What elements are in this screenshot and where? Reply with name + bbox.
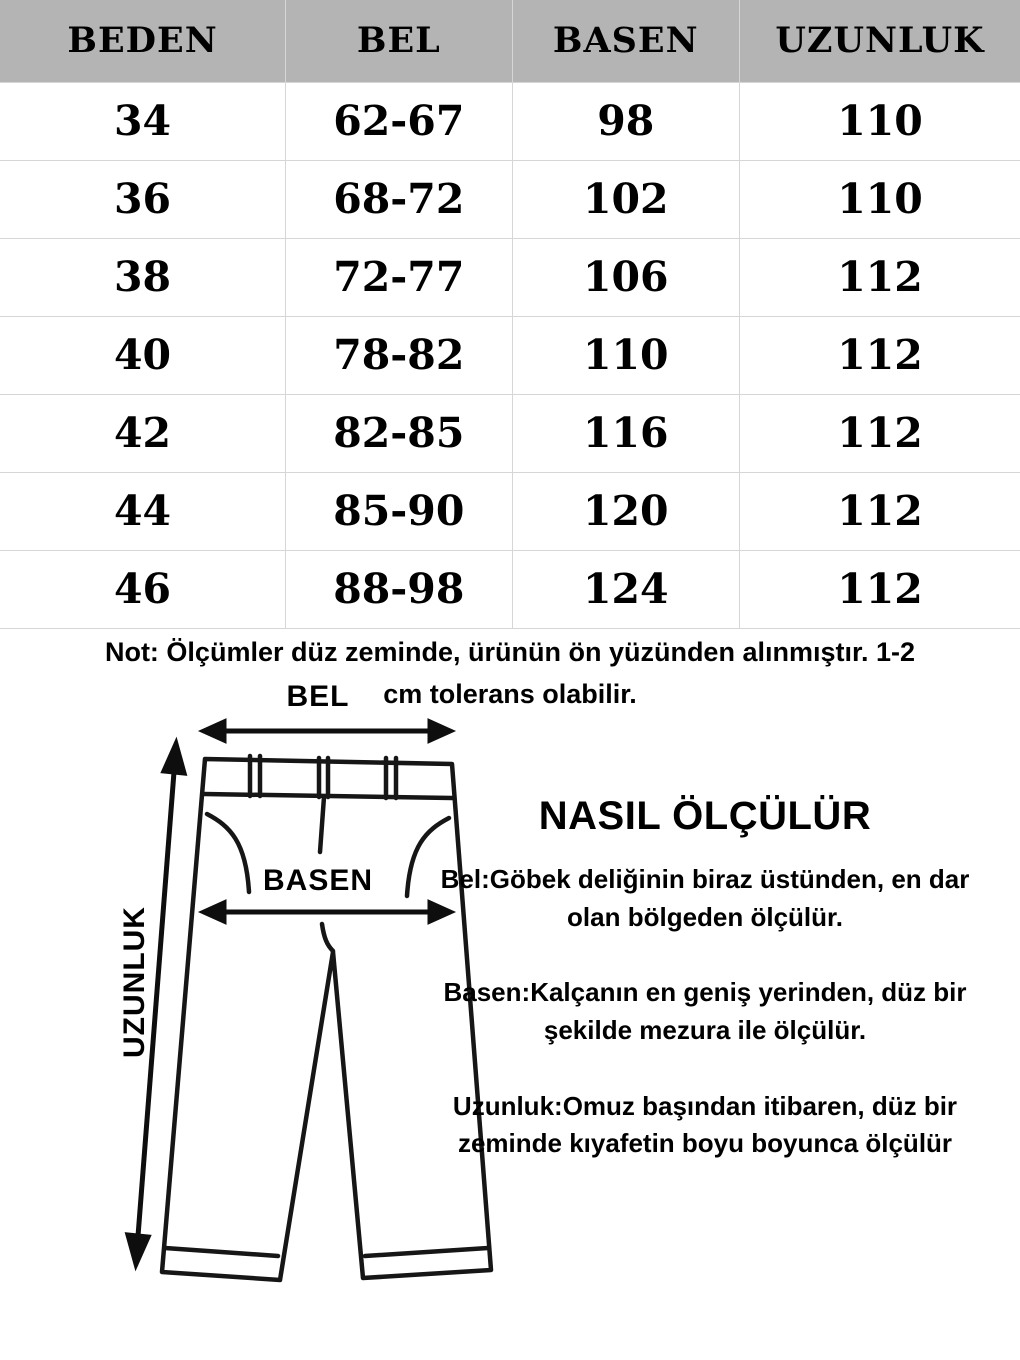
table-cell: 102 [512, 160, 739, 238]
howto-item-uzunluk [405, 1088, 1005, 1163]
table-header-cell: BEDEN [0, 0, 286, 82]
bel-arrow-head-left-icon [204, 722, 224, 740]
uzunluk-arrow-head-bottom-icon [128, 1235, 148, 1264]
table-row [0, 160, 1020, 238]
belt-loop-center-icon [319, 758, 328, 797]
table-cell: 112 [739, 316, 1020, 394]
table-row [0, 238, 1020, 316]
howto-item-basen [405, 974, 1005, 1049]
size-table [0, 0, 1020, 629]
table-cell: 44 [0, 472, 286, 550]
howto-item-basen-line2: şekilde mezura ile ölçülür. [543, 1015, 867, 1046]
table-row [0, 316, 1020, 394]
table-cell: 110 [739, 160, 1020, 238]
table-row [0, 472, 1020, 550]
table-cell: 106 [512, 238, 739, 316]
table-cell: 112 [739, 472, 1020, 550]
table-header-cell: UZUNLUK [739, 0, 1020, 82]
table-cell: 34 [0, 82, 286, 160]
table-cell: 38 [0, 238, 286, 316]
howto-item-uzunluk-line2: zeminde kıyafetin boyu boyunca ölçülür [457, 1128, 953, 1159]
table-row [0, 82, 1020, 160]
hem-left [165, 1248, 278, 1256]
size-table-body [0, 82, 1020, 628]
table-cell: 72-77 [286, 238, 512, 316]
table-cell: 110 [512, 316, 739, 394]
table-cell: 112 [739, 238, 1020, 316]
note-line1: Not: Ölçümler düz zeminde, ürünün ön yüzünden alınmıştır. 1-2 [104, 637, 916, 667]
table-cell: 112 [739, 394, 1020, 472]
table-cell: 116 [512, 394, 739, 472]
table-row [0, 550, 1020, 628]
crotch-seam [322, 924, 333, 951]
uzunluk-label: UZUNLUK [118, 906, 151, 1058]
table-cell: 120 [512, 472, 739, 550]
table-cell: 110 [739, 82, 1020, 160]
size-table-head-row [0, 0, 1020, 82]
howto-item-bel-line1: Göbek deliğinin biraz üstünden, en dar [489, 864, 970, 894]
table-row [0, 394, 1020, 472]
pocket-left [207, 814, 249, 892]
table-cell: 82-85 [286, 394, 512, 472]
size-table-header [0, 0, 1020, 82]
how-to-title: NASIL ÖLÇÜLÜR [538, 794, 872, 838]
howto-item-basen-line1: Kalçanın en geniş yerinden, düz bir [530, 977, 967, 1008]
table-cell: 62-67 [286, 82, 512, 160]
howto-item-basen-label: Basen: [443, 977, 531, 1008]
table-cell: 36 [0, 160, 286, 238]
howto-item-uzunluk-line1: Omuz başından itibaren, düz bir [562, 1090, 958, 1121]
table-cell: 85-90 [286, 472, 512, 550]
howto-item-bel-label: Bel: [440, 864, 490, 894]
table-header-cell: BEL [286, 0, 512, 82]
howto-item-bel-line2: olan bölgeden ölçülür. [567, 901, 843, 932]
table-cell: 42 [0, 394, 286, 472]
table-cell: 98 [512, 82, 739, 160]
basen-arrow-head-left-icon [204, 903, 224, 921]
table-cell: 46 [0, 550, 286, 628]
fly-line [320, 797, 324, 852]
bel-label: BEL [286, 680, 350, 713]
table-cell: 88-98 [286, 550, 512, 628]
howto-item-bel [405, 861, 1005, 936]
table-header-cell: BASEN [512, 0, 739, 82]
basen-label: BASEN [262, 864, 373, 897]
howto-item-uzunluk-label: Uzunluk: [452, 1090, 563, 1121]
table-cell: 68-72 [286, 160, 512, 238]
table-cell: 124 [512, 550, 739, 628]
table-cell: 112 [739, 550, 1020, 628]
hem-right [365, 1248, 488, 1256]
measure-section [0, 628, 1020, 1360]
table-cell: 40 [0, 316, 286, 394]
measure-arrows-group [128, 722, 450, 1264]
bel-arrow-head-right-icon [430, 722, 450, 740]
how-to-measure [405, 794, 1005, 1163]
note-line2: cm tolerans olabilir. [383, 678, 637, 709]
table-cell: 78-82 [286, 316, 512, 394]
uzunluk-arrow-head-top-icon [164, 744, 184, 773]
